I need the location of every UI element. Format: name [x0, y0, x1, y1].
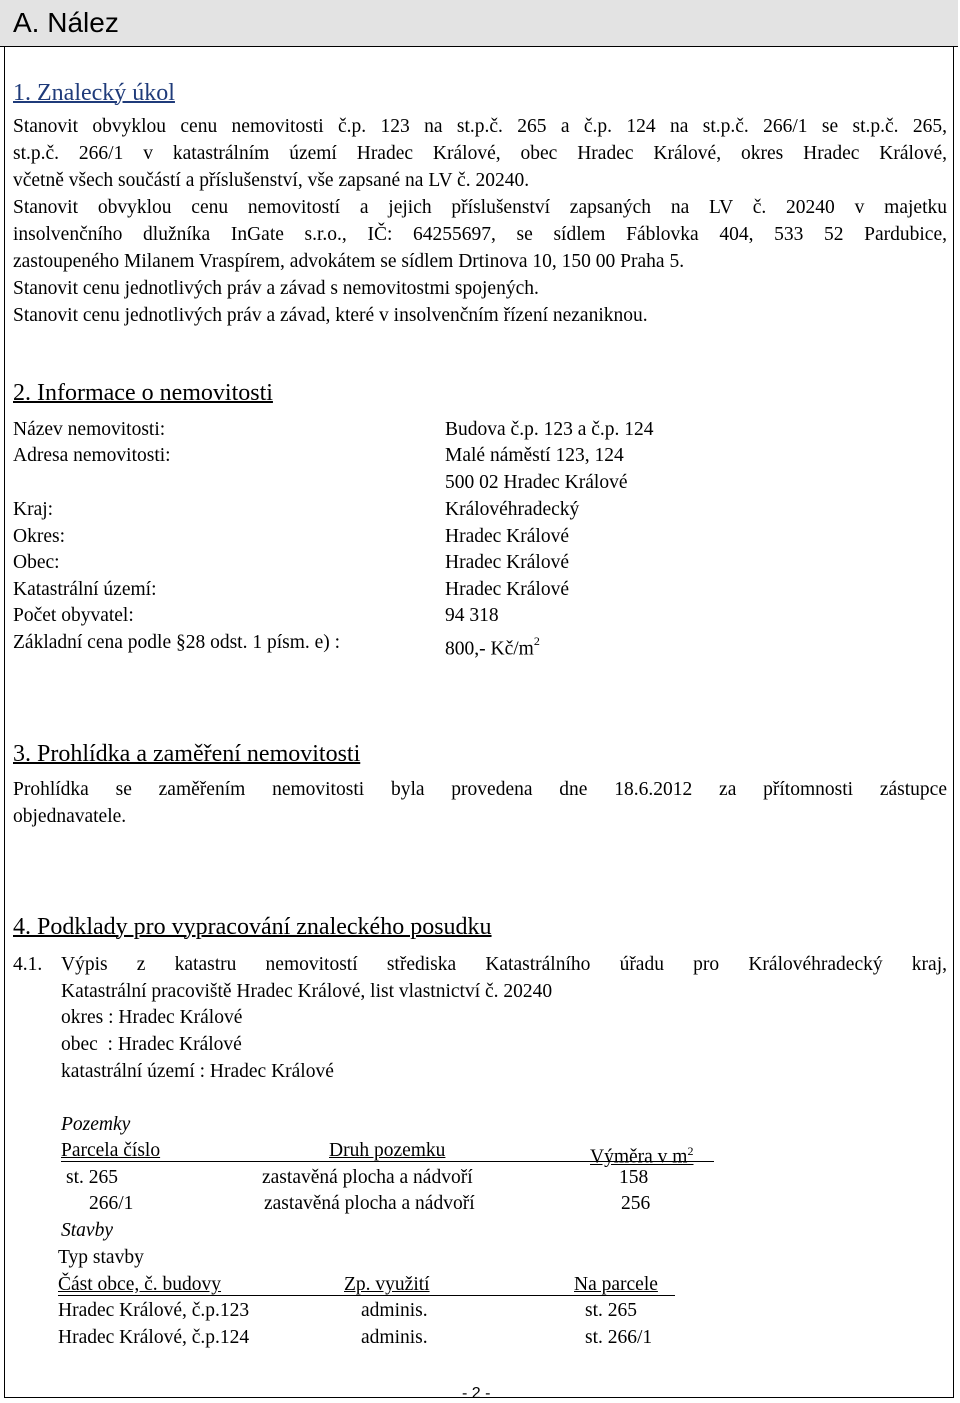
s1-line-4: Stanovit obvyklou cenu nemovitostí a jejich příslušenství zapsaných na LV č. 20240 v majetku: [13, 197, 947, 218]
s4-item-number: 4.1.: [13, 954, 43, 975]
info-label-base-price: Základní cena podle §28 odst. 1 písm. e) :: [13, 632, 341, 653]
pozemky-row-2-druh: zastavěná plocha a nádvoří: [264, 1193, 475, 1214]
section-3-title: 3. Prohlídka a zaměření nemovitosti: [13, 741, 361, 767]
pozemky-header-parcela: Parcela číslo: [61, 1140, 161, 1161]
info-value-obec: Hradec Králové: [445, 552, 569, 573]
s1-line-6: zastoupeného Milanem Vraspírem, advokátem se sídlem Drtinova 10, 150 00 Praha 5.: [13, 251, 685, 272]
stavby-header-parcela: Na parcele: [574, 1274, 658, 1295]
info-value-ku: Hradec Králové: [445, 579, 569, 600]
info-label-okres: Okres:: [13, 526, 65, 547]
info-value-base-price: 800,- $Kč/m^2$: [445, 634, 540, 660]
stavby-row-1-vyuziti: adminis.: [361, 1300, 428, 1321]
s4-line-obec: obec : Hradec Králové: [61, 1034, 242, 1055]
stavby-row-1-cast: Hradec Králové, č.p.123: [58, 1300, 250, 1321]
pozemky-header-vymera: Výměra v $m^2$: [590, 1144, 694, 1168]
s3-line-2: objednavatele.: [13, 806, 127, 827]
stavby-row-2-cast: Hradec Králové, č.p.124: [58, 1327, 250, 1348]
info-value-address: Malé náměstí 123, 124: [445, 445, 624, 466]
s1-line-1: Stanovit obvyklou cenu nemovitosti č.p. 123 na st.p.č. 265 a č.p. 124 na st.p.č. 266/1 se st.p.č. 265,: [13, 116, 947, 137]
info-label-address: Adresa nemovitosti:: [13, 445, 171, 466]
stavby-header-cast: Část obce, č. budovy: [58, 1274, 222, 1295]
pozemky-title: Pozemky: [61, 1114, 131, 1135]
info-label-kraj: Kraj:: [13, 499, 54, 520]
info-value-population: 94 318: [445, 605, 499, 626]
s1-line-5: insolvenčního dlužníka InGate s.r.o., IČ: 64255697, se sídlem Fáblovka 404, 533 52 Pardubice,: [13, 224, 947, 245]
s4-line-okres: okres : Hradec Králové: [61, 1007, 243, 1028]
s4-line-2: Katastrální pracoviště Hradec Králové, list vlastnictví č. 20240: [61, 981, 553, 1002]
s1-line-2: st.p.č. 266/1 v katastrálním území Hradec Králové, obec Hradec Králové, okres Hradec Králové,: [13, 143, 947, 164]
pozemky-row-1-vymera: 158: [619, 1167, 649, 1188]
info-value-kraj: Královéhradecký: [445, 499, 580, 520]
pozemky-header-underline: [61, 1161, 714, 1162]
pozemky-row-1-druh: zastavěná plocha a nádvoří: [262, 1167, 473, 1188]
pozemky-row-2-parcela: 266/1: [89, 1193, 134, 1214]
pozemky-row-2-vymera: 256: [621, 1193, 651, 1214]
pozemky-row-1-parcela: st. 265: [66, 1167, 119, 1188]
stavby-header-vyuziti: Zp. využití: [344, 1274, 430, 1295]
section-2-title: 2. Informace o nemovitosti: [13, 380, 273, 406]
pozemky-header-druh: Druh pozemku: [329, 1140, 446, 1161]
s1-line-8: Stanovit cenu jednotlivých práv a závad, které v insolvenčním řízení nezaniknou.: [13, 305, 648, 326]
section-4-title: 4. Podklady pro vypracování znaleckého posudku: [13, 914, 492, 940]
stavby-row-2-parcela: st. 266/1: [585, 1327, 653, 1348]
heading-band: [0, 0, 958, 47]
s1-line-7: Stanovit cenu jednotlivých práv a závad s nemovitostmi spojených.: [13, 278, 539, 299]
stavby-header-underline: [58, 1295, 675, 1296]
stavby-row-1-parcela: st. 265: [585, 1300, 638, 1321]
info-value-address-2: 500 02 Hradec Králové: [445, 472, 628, 493]
stavby-title: Stavby: [61, 1220, 113, 1241]
page-number: - 2 -: [462, 1385, 491, 1402]
stavby-subtitle: Typ stavby: [58, 1247, 144, 1268]
info-label-name: Název nemovitosti:: [13, 419, 166, 440]
s4-line-1: Výpis z katastru nemovitostí střediska Katastrálního úřadu pro Královéhradecký kraj,: [61, 954, 947, 975]
stavby-row-2-vyuziti: adminis.: [361, 1327, 428, 1348]
s3-line-1: Prohlídka se zaměřením nemovitosti byla provedena dne 18.6.2012 za přítomnosti zástupce: [13, 779, 947, 800]
page-heading: A. Nález: [13, 7, 119, 38]
info-value-okres: Hradec Králové: [445, 526, 569, 547]
s1-line-3: včetně všech součástí a příslušenství, vše zapsané na LV č. 20240.: [13, 170, 530, 191]
section-1-title: 1. Znalecký úkol: [13, 80, 175, 106]
s4-line-ku: katastrální území : Hradec Králové: [61, 1061, 334, 1082]
info-label-ku: Katastrální území:: [13, 579, 157, 600]
info-label-obec: Obec:: [13, 552, 60, 573]
info-value-name: Budova č.p. 123 a č.p. 124: [445, 419, 654, 440]
info-label-population: Počet obyvatel:: [13, 605, 134, 626]
